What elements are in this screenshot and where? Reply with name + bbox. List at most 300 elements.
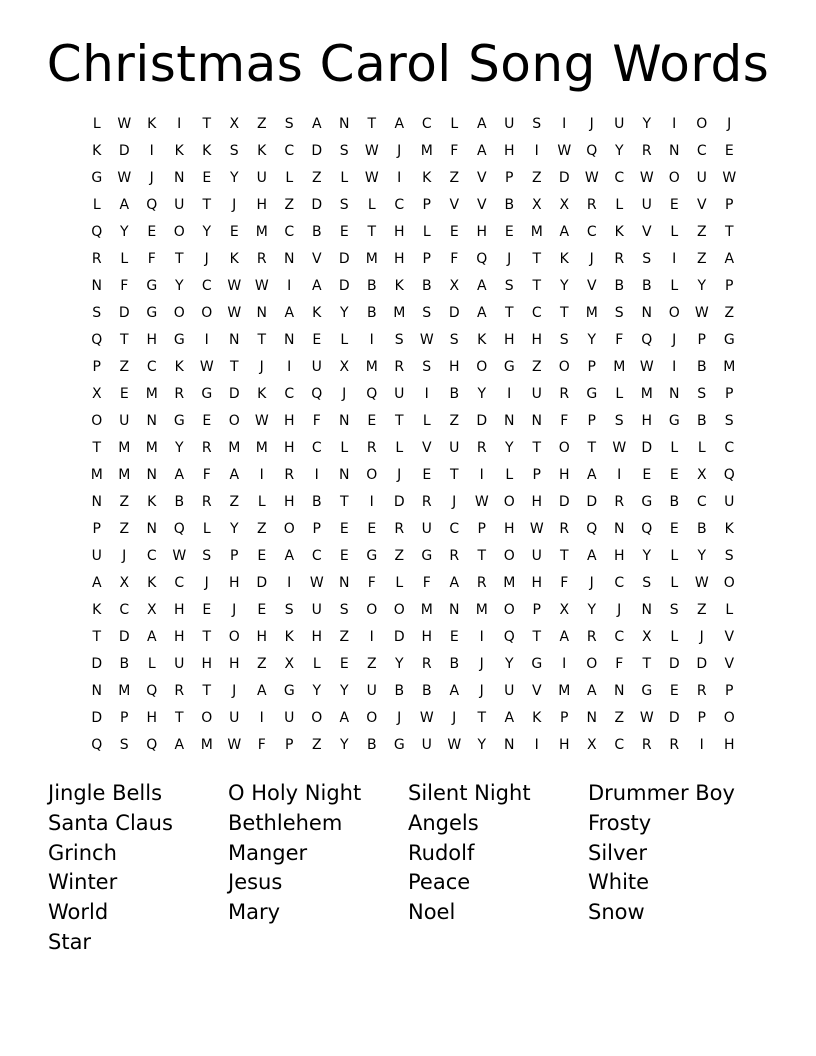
grid-letter: X [531,197,542,213]
grid-letter: Q [173,521,185,537]
grid-letter: F [450,143,459,159]
grid-letter: G [201,386,213,402]
grid-letter: X [229,116,240,132]
grid-row [83,219,743,246]
grid-letter: T [532,440,542,456]
grid-letter: P [422,251,431,267]
grid-letter: P [725,197,734,213]
grid-letter: Y [587,602,597,618]
grid-letter: O [201,710,213,726]
grid-letter: E [367,521,377,537]
grid-letter: B [696,521,707,537]
grid-letter: B [394,683,405,699]
grid-letter: L [670,548,679,564]
word-item: Jesus [228,870,283,895]
grid-letter: S [504,278,514,294]
grid-letter: J [122,548,127,564]
grid-letter: U [366,683,377,699]
grid-row [83,381,743,408]
grid-letter: P [312,521,321,537]
word-item: Silent Night [408,781,531,805]
grid-letter: B [421,683,432,699]
grid-letter: B [421,278,432,294]
grid-letter: L [92,116,101,132]
grid-letter: F [450,251,459,267]
grid-letter: J [589,251,594,267]
grid-letter: P [505,170,514,186]
grid-letter: V [531,683,542,699]
grid-letter: Y [394,656,404,672]
grid-letter: E [257,548,267,564]
grid-letter: M [200,737,213,753]
grid-letter: C [201,278,212,294]
grid-letter: T [559,548,569,564]
grid-letter: M [255,440,268,456]
grid-letter: L [340,170,349,186]
word-item: Manger [228,840,308,865]
grid-letter: H [146,332,158,348]
grid-letter: T [532,278,542,294]
grid-letter: J [204,575,209,591]
grid-letter: T [587,440,597,456]
grid-letter: J [259,359,264,375]
grid-letter: H [641,413,653,429]
grid-letter: W [612,440,627,456]
grid-letter: I [287,575,292,591]
grid-letter: T [477,710,487,726]
grid-letter: M [365,251,378,267]
grid-letter: A [559,629,570,645]
grid-letter: J [479,656,484,672]
grid-letter: T [257,332,267,348]
grid-letter: O [558,359,570,375]
grid-row [83,570,743,597]
grid-letter: A [284,548,295,564]
grid-letter: O [696,116,708,132]
grid-letter: L [257,494,266,510]
grid-letter: I [259,467,264,483]
grid-letter: S [339,143,349,159]
grid-letter: U [724,494,735,510]
grid-letter: K [229,251,239,267]
grid-letter: K [312,305,322,321]
grid-letter: S [697,386,707,402]
grid-letter: H [723,737,735,753]
grid-row [83,516,743,543]
grid-letter: M [228,440,241,456]
grid-letter: G [393,737,405,753]
grid-letter: L [670,575,679,591]
grid-letter: Y [119,224,129,240]
grid-letter: C [284,143,295,159]
grid-letter: A [504,710,515,726]
grid-letter: P [587,413,596,429]
grid-letter: V [696,197,707,213]
word-item: Frosty [588,810,652,835]
grid-letter: N [174,170,185,186]
grid-letter: I [507,386,512,402]
grid-row [83,165,743,192]
grid-letter: O [228,629,240,645]
word-item: Noel [408,900,456,925]
grid-letter: D [338,278,350,294]
grid-letter: Q [311,386,323,402]
grid-letter: F [202,467,211,483]
grid-letter: T [477,548,487,564]
grid-letter: C [394,197,405,213]
grid-letter: G [146,305,158,321]
grid-letter: G [503,359,515,375]
grid-letter: X [339,359,350,375]
grid-letter: J [204,251,209,267]
grid-letter: G [641,683,653,699]
grid-letter: L [120,251,129,267]
grid-letter: M [420,602,433,618]
grid-letter: N [641,305,652,321]
grid-letter: S [559,332,569,348]
grid-letter: H [503,332,515,348]
grid-letter: P [532,602,541,618]
grid-letter: E [724,143,734,159]
grid-letter: E [339,521,349,537]
grid-letter: N [91,494,102,510]
grid-letter: U [174,656,185,672]
grid-letter: R [394,359,405,375]
grid-letter: Q [146,683,158,699]
grid-letter: E [257,602,267,618]
grid-letter: K [477,332,487,348]
grid-letter: H [613,548,625,564]
grid-letter: A [394,116,405,132]
grid-letter: W [584,170,599,186]
grid-letter: F [615,332,624,348]
grid-letter: C [146,548,157,564]
grid-letter: Y [229,521,239,537]
grid-letter: H [558,467,570,483]
grid-letter: L [670,278,679,294]
grid-letter: G [668,413,680,429]
grid-letter: A [174,737,185,753]
grid-letter: R [421,494,432,510]
grid-letter: D [558,494,570,510]
grid-letter: A [449,575,460,591]
grid-letter: K [614,224,624,240]
grid-letter: I [617,467,622,483]
grid-letter: J [397,143,402,159]
grid-letter: O [558,440,570,456]
grid-letter: W [447,737,462,753]
grid-letter: I [672,251,677,267]
grid-letter: G [173,332,185,348]
grid-letter: K [174,359,184,375]
grid-letter: W [227,305,242,321]
grid-letter: Z [614,710,625,726]
grid-letter: M [640,386,653,402]
grid-letter: F [312,413,321,429]
grid-letter: A [559,224,570,240]
grid-letter: N [504,737,515,753]
grid-letter: Q [641,332,653,348]
grid-letter: D [91,656,103,672]
grid-letter: R [91,251,102,267]
grid-letter: M [503,575,516,591]
grid-letter: K [147,575,157,591]
grid-letter: W [172,548,187,564]
word-item: Grinch [48,840,117,865]
grid-letter: W [117,116,132,132]
word-list [48,779,768,958]
grid-letter: N [669,143,680,159]
grid-letter: I [672,116,677,132]
grid-letter: S [724,413,734,429]
grid-letter: T [202,197,212,213]
grid-letter: S [669,602,679,618]
grid-letter: Z [119,359,130,375]
grid-letter: Q [91,224,103,240]
grid-letter: W [639,170,654,186]
grid-letter: J [232,683,237,699]
grid-letter: A [256,683,267,699]
grid-letter: L [340,440,349,456]
grid-letter: E [422,467,432,483]
grid-letter: W [199,359,214,375]
grid-letter: L [395,575,404,591]
grid-letter: Q [91,737,103,753]
grid-letter: Y [642,548,652,564]
grid-letter: E [669,197,679,213]
grid-letter: C [311,440,322,456]
grid-letter: A [91,575,102,591]
word-item: Peace [408,870,471,895]
grid-letter: U [421,737,432,753]
grid-letter: U [311,359,322,375]
grid-row [83,597,743,624]
grid-letter: S [339,197,349,213]
grid-letter: J [397,710,402,726]
grid-letter: D [448,305,460,321]
grid-letter: Z [696,602,707,618]
grid-letter: X [449,278,460,294]
grid-letter: Z [256,521,267,537]
grid-letter: N [229,332,240,348]
grid-letter: A [119,197,130,213]
grid-letter: R [641,143,652,159]
grid-letter: D [311,143,323,159]
grid-letter: M [530,224,543,240]
grid-letter: X [119,575,130,591]
grid-letter: K [257,143,267,159]
grid-letter: O [668,305,680,321]
grid-letter: A [476,305,487,321]
grid-letter: U [284,710,295,726]
grid-letter: N [531,413,542,429]
grid-letter: U [696,170,707,186]
grid-letter: Q [641,521,653,537]
grid-letter: S [532,116,542,132]
grid-letter: E [504,224,514,240]
grid-letter: U [449,440,460,456]
grid-letter: T [229,359,239,375]
grid-letter: W [419,332,434,348]
grid-letter: O [283,521,295,537]
word-item: Jingle Bells [48,781,163,805]
grid-letter: Z [311,170,322,186]
grid-letter: D [91,710,103,726]
grid-letter: O [503,602,515,618]
grid-letter: Z [531,359,542,375]
grid-letter: I [259,710,264,726]
grid-letter: C [724,440,735,456]
grid-letter: Q [146,737,158,753]
grid-letter: Z [256,116,267,132]
grid-letter: O [201,305,213,321]
grid-letter: D [118,143,130,159]
grid-letter: A [586,683,597,699]
grid-letter: D [118,305,130,321]
grid-letter: H [476,224,488,240]
grid-letter: P [560,710,569,726]
grid-letter: S [284,116,294,132]
grid-letter: P [725,386,734,402]
grid-letter: M [90,467,103,483]
grid-letter: X [146,602,157,618]
grid-letter: H [256,629,268,645]
grid-letter: U [531,548,542,564]
grid-letter: Y [312,683,322,699]
grid-letter: D [311,197,323,213]
grid-letter: T [92,440,102,456]
grid-letter: L [505,467,514,483]
grid-letter: W [639,359,654,375]
grid-letter: R [174,386,185,402]
grid-letter: I [699,737,704,753]
grid-letter: B [449,386,460,402]
grid-letter: R [201,494,212,510]
grid-letter: H [228,575,240,591]
grid-letter: G [173,413,185,429]
grid-letter: Z [119,494,130,510]
grid-letter: U [531,386,542,402]
grid-letter: D [228,386,240,402]
grid-letter: V [449,197,460,213]
grid-letter: I [479,629,484,645]
grid-letter: N [284,332,295,348]
grid-letter: S [339,602,349,618]
grid-letter: P [532,467,541,483]
grid-row [83,489,743,516]
grid-letter: I [534,737,539,753]
grid-letter: H [531,332,543,348]
grid-letter: S [449,332,459,348]
grid-letter: F [560,575,569,591]
grid-letter: W [364,170,379,186]
grid-letter: Y [477,386,487,402]
grid-letter: E [202,170,212,186]
grid-letter: D [696,656,708,672]
grid-letter: V [586,278,597,294]
grid-letter: A [146,629,157,645]
grid-letter: T [92,629,102,645]
grid-letter: E [147,224,157,240]
grid-letter: V [311,251,322,267]
grid-letter: W [227,737,242,753]
grid-letter: K [202,143,212,159]
grid-letter: D [558,170,570,186]
grid-letter: S [614,413,624,429]
grid-letter: Q [146,197,158,213]
grid-letter: U [504,683,515,699]
grid-letter: E [339,224,349,240]
grid-letter: T [642,656,652,672]
grid-letter: C [421,116,432,132]
grid-letter: C [696,143,707,159]
grid-letter: D [641,440,653,456]
grid-letter: M [475,602,488,618]
grid-letter: K [422,170,432,186]
grid-letter: Z [531,170,542,186]
grid-letter: Y [587,332,597,348]
grid-letter: E [339,548,349,564]
grid-letter: U [641,197,652,213]
grid-letter: X [559,197,570,213]
grid-letter: F [615,656,624,672]
grid-letter: Z [256,656,267,672]
grid-letter: L [422,413,431,429]
grid-letter: L [670,440,679,456]
grid-letter: Y [614,143,624,159]
grid-letter: Q [91,332,103,348]
grid-letter: J [479,683,484,699]
grid-letter: X [284,656,295,672]
grid-letter: M [723,359,736,375]
grid-letter: C [614,737,625,753]
grid-letter: C [449,521,460,537]
grid-row [83,246,743,273]
grid-letter: B [366,737,377,753]
grid-letter: E [202,602,212,618]
grid-letter: I [479,467,484,483]
grid-letter: P [477,521,486,537]
grid-letter: W [419,710,434,726]
grid-letter: C [614,170,625,186]
grid-letter: E [312,332,322,348]
grid-letter: T [367,224,377,240]
grid-letter: O [366,710,378,726]
grid-letter: Y [697,548,707,564]
grid-letter: W [254,413,269,429]
grid-letter: O [91,413,103,429]
page-title: Christmas Carol Song Words [46,35,770,93]
grid-letter: C [586,224,597,240]
grid-letter: J [232,602,237,618]
grid-letter: O [311,710,323,726]
grid-letter: Z [339,629,350,645]
grid-letter: J [452,494,457,510]
grid-row [83,300,743,327]
grid-letter: D [476,413,488,429]
grid-letter: D [586,494,598,510]
grid-letter: K [92,143,102,159]
grid-letter: G [366,548,378,564]
grid-letter: Y [339,737,349,753]
grid-row [83,543,743,570]
grid-letter: W [254,278,269,294]
grid-letter: L [450,116,459,132]
grid-letter: T [449,467,459,483]
grid-letter: M [365,359,378,375]
grid-letter: V [421,440,432,456]
grid-letter: Q [723,467,735,483]
